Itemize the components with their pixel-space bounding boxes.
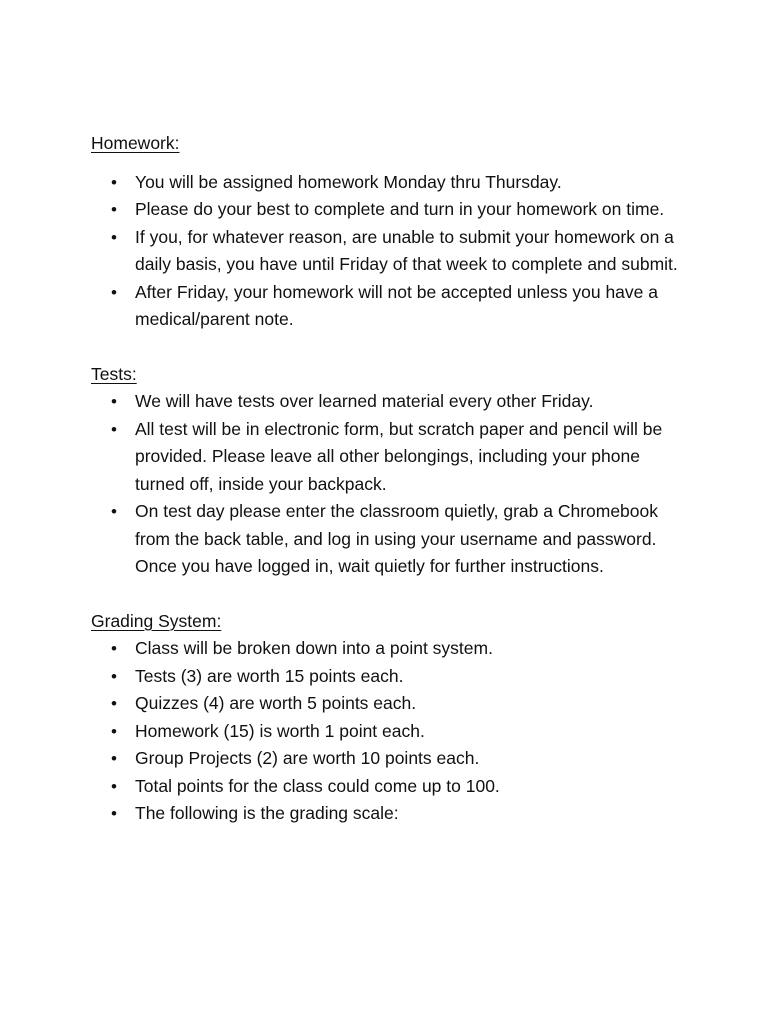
bullet-icon: • <box>111 200 117 219</box>
bullet-icon: • <box>111 392 117 411</box>
list-item <box>91 498 691 581</box>
list-item <box>91 635 691 663</box>
list-item <box>91 416 691 499</box>
grading-section <box>91 608 691 828</box>
list-item <box>91 800 691 828</box>
document-page <box>91 130 691 828</box>
tests-heading: Tests: <box>91 363 137 384</box>
tests-list <box>91 388 691 581</box>
list-item-text: Please do your best to complete and turn in your homework on time. <box>135 199 665 219</box>
list-item <box>91 745 691 773</box>
list-item <box>91 169 691 197</box>
list-item <box>91 663 691 691</box>
bullet-icon: • <box>111 694 117 713</box>
list-item-text: Total points for the class could come up to 100. <box>135 775 500 796</box>
bullet-icon: • <box>111 282 117 302</box>
list-item-text: We will have tests over learned material every other Friday. <box>135 391 594 411</box>
homework-heading: Homework: <box>91 133 180 153</box>
list-item <box>91 690 691 718</box>
list-item-text: Group Projects (2) are worth 10 points each. <box>135 748 480 768</box>
list-item <box>91 773 691 801</box>
list-item-text: Class will be broken down into a point system. <box>135 638 493 658</box>
bullet-icon: • <box>111 419 117 439</box>
bullet-icon: • <box>111 227 117 247</box>
bullet-icon: • <box>111 749 117 768</box>
list-item-text: You will be assigned homework Monday thru Thursday. <box>135 171 562 192</box>
bullet-icon: • <box>111 172 117 192</box>
list-item-text: Homework (15) is worth 1 point each. <box>135 720 425 741</box>
list-item <box>91 718 691 746</box>
bullet-icon: • <box>111 502 117 521</box>
list-item-text: Quizzes (4) are worth 5 points each. <box>135 693 417 713</box>
bullet-icon: • <box>111 776 117 796</box>
bullet-icon: • <box>111 666 117 686</box>
list-item-text: All test will be in electronic form, but scratch paper and pencil will be provided. Please leave all other belongings, including your phone turned off, inside your backpack. <box>135 418 663 494</box>
list-item <box>91 196 691 224</box>
list-item-text: Tests (3) are worth 15 points each. <box>135 665 404 686</box>
list-item <box>91 388 691 416</box>
bullet-icon: • <box>111 639 117 658</box>
grading-list <box>91 635 691 828</box>
list-item-text: After Friday, your homework will not be accepted unless you have a medical/parent note. <box>135 281 658 329</box>
homework-list <box>91 169 691 334</box>
list-item <box>91 279 691 334</box>
bullet-icon: • <box>111 721 117 741</box>
list-item-text: The following is the grading scale: <box>135 803 399 823</box>
list-item-text: On test day please enter the classroom quietly, grab a Chromebook from the back table, and log in using your username and password. Once you have logged in, wait quietly for further instructions. <box>135 501 659 576</box>
tests-section <box>91 361 691 581</box>
list-item-text: If you, for whatever reason, are unable to submit your homework on a daily basis, you have until Friday of that week to complete and submit. <box>135 226 678 274</box>
homework-section <box>91 130 691 334</box>
bullet-icon: • <box>111 804 117 823</box>
list-item <box>91 224 691 279</box>
grading-heading: Grading System: <box>91 610 222 631</box>
